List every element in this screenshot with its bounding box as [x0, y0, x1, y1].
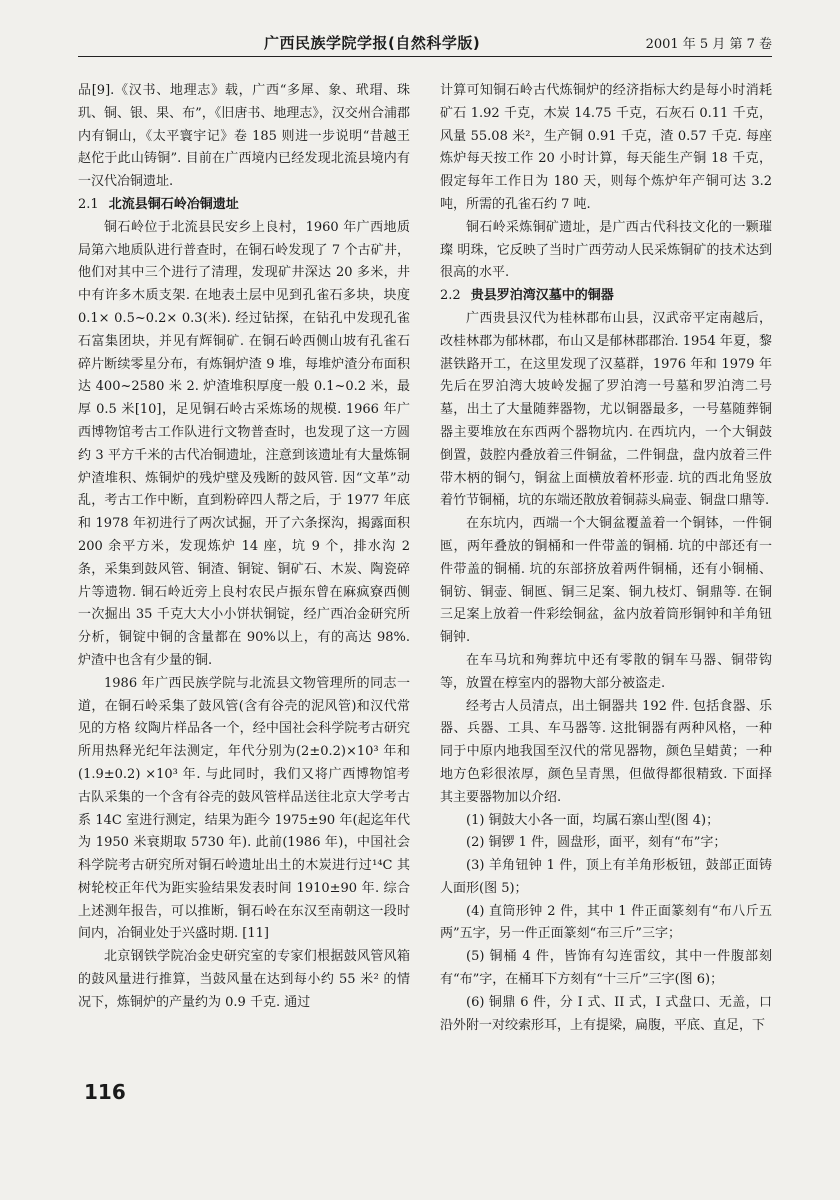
paragraph: 铜石岭采炼铜矿遗址，是广西古代科技文化的一颗璀璨 明珠，它反映了当时广西劳动人民采炼铜矿的技术达到很高的水平.: [440, 219, 772, 281]
paragraph: 北京钢铁学院冶金史研究室的专家们根据鼓风管风箱的鼓风量进行推算，当鼓风量在达到每小约 55 米² 的情况下，炼铜炉的产量约为 0.9 千克. 通过: [78, 949, 410, 1010]
issue-info: 2001 年 5 月 第 7 卷: [645, 37, 772, 52]
paragraph: 在车马坑和殉葬坑中还有零散的铜车马器、铜带钩等，放置在椁室内的器物大部分被盗走.: [440, 652, 772, 691]
paragraph: 1986 年广西民族学院与北流县文物管理所的同志一道，在铜石岭采集了鼓风管(含有谷壳的泥风管)和汉代常见的方格 纹陶片样品各一个，经中国社会科学院考古研究所用热释光纪年法测定，年代分别为(2±0.2)×10³ 年和(1.9±0.2) ×10³ 年. 与此同时，我们又将广西博物馆考古队采集的一个含有谷壳的鼓风管样品送往北京大学考古系 14C 室进行测定，结果为距今 1975±90 年(起迄年代为 1950 米衰期取 5730 年). 此前(1986 年)，中国社会科学院考古研究所对铜石岭遗址出土的木炭进行过¹⁴C 其树轮校正年代为距实验结果发表时间 1910±90 年. 综合上述测年报告，可以推断，铜石岭在东汉至南朝这一段时间内，冶铜业处于兴盛时期. [11]: [78, 675, 410, 942]
list-item: (1) 铜鼓大小各一面，均属石寨山型(图 4)；: [466, 812, 720, 828]
paragraph: 计算可知铜石岭古代炼铜炉的经济指标大约是每小时消耗矿石 1.92 千克，木炭 14.75 千克，石灰石 0.11 千克，风量 55.08 米²，生产铜 0.91 千克，渣 0.57 千克. 每座炼炉每天按工作 20 小时计算，每天能生产铜 18 千克，假定每年工作日为 180 天，则每个炼炉年产铜可达 3.2 吨，所需的孔雀石约 7 吨.: [440, 83, 772, 212]
paragraph: 经考古人员清点，出土铜器共 192 件. 包括食器、乐器、兵器、工具、车马器等. 这批铜器有两种风格，一种同于中原内地我国至汉代的常见器物，颜色呈蜡黄；一种地方色彩很浓厚，颜色呈青黑，但做得都很精致. 下面择其主要器物加以介绍.: [440, 698, 772, 805]
list-item: (3) 羊角钮钟 1 件，顶上有羊角形板钮，鼓部正面铸人面形(图 5)；: [440, 858, 772, 896]
left-column: [78, 80, 410, 1015]
journal-title: 广西民族学院学报(自然科学版): [264, 34, 481, 52]
page-number: 116: [84, 1080, 126, 1104]
list-item: (4) 直筒形钟 2 件，其中 1 件正面篆刻有“布八斤五两”五字，另一件正面篆刻“布三斤”三字；: [440, 903, 772, 942]
paragraph: 品[9].《汉书、地理志》载，广西“多犀、象、玳瑁、珠玑、铜、银、果、布”，《旧唐书、地理志》，汉交州合浦郡内有铜山，《太平寰宇记》卷 185 则进一步说明“昔越王赵佗于此山铸铜”. 目前在广西境内已经发现北流县境内有一汉代冶铜遗址.: [78, 83, 410, 190]
section-title: 北流县铜石岭冶铜遗址: [108, 196, 239, 212]
right-column: [440, 80, 772, 1037]
list-item: (5) 铜桶 4 件，皆饰有勾连雷纹，其中一件腹部刻有“布”字，在桶耳下方刻有“十三斤”三字(图 6)；: [440, 949, 772, 988]
list-item: (6) 铜鼎 6 件，分 I 式、II 式，I 式盘口、无盖，口沿外附一对绞索形耳，上有提梁，扁腹，平底、直足，下: [440, 994, 772, 1033]
section-number: 2.1: [78, 196, 99, 212]
section-heading: [440, 285, 772, 308]
section-number: 2.2: [440, 288, 461, 304]
paragraph: 在东坑内，西端一个大铜盆覆盖着一个铜钵，一件铜匜，两年叠放的铜桶和一件带盖的铜桶. 坑的中部还有一件带盖的铜桶. 坑的东部挤放着两件铜桶，还有小铜桶、铜钫、铜壶、铜匜、铜三足案、铜九枝灯、铜鼎等. 在铜三足案上放着一件彩绘铜盆，盆内放着筒形铜钟和羊角钮铜钟.: [440, 516, 772, 646]
running-header: [78, 30, 772, 57]
paragraph: 广西贵县汉代为桂林郡布山县，汉武帝平定南越后，改桂林郡为郁林郡，布山又是郁林郡郡治. 1954 年夏，黎湛铁路开工，在这里发现了汉墓群，1976 年和 1979 年先后在罗泊湾大坡岭发掘了罗泊湾一号墓和罗泊湾二号墓，出土了大量随葬器物，尤以铜器最多，一号墓随葬铜器主要堆放在东西两个器物坑内. 在西坑内，一个大铜鼓倒置，鼓腔内叠放着三件铜盆，二件铜盘，盘内放着三件带木柄的铜勺，铜盆上面横放着杯形壶. 坑的西北角竖放着竹节铜桶，坑的东端还散放着铜蒜头扁壶、铜盘口鼎等.: [440, 310, 772, 509]
paragraph: 铜石岭位于北流县民安乡上良村，1960 年广西地质局第六地质队进行普查时，在铜石岭发现了 7 个古矿井，他们对其中三个进行了清理，发现矿井深达 20 多米，井中有许多木质支架. 在地表土层中见到孔雀石多块，块度 0.1× 0.5~0.2× 0.3(米). 经过钻探，在钻孔中发现孔雀石富集团块，并见有辉铜矿. 在铜石岭西侧山坡有孔雀石碎片断续零星分布，有炼铜炉渣 9 堆，每堆炉渣分布面积达 400~2580 米 2. 炉渣堆积厚度一般 0.1~0.2 米，最厚 0.5 米[10]，足见铜石岭古采炼场的规模. 1966 年广西博物馆考古工作队进行文物普查时，也发现了这一方圆约 3 平方千米的古代冶铜遗址，注意到该遗址有大量炼铜炉渣堆积、炼铜炉的残炉壁及残断的鼓风管. 因“文革”动乱，考古工作中断，直到粉碎四人帮之后，于 1977 年底和 1978 年初进行了两次试掘，开了六条探沟，揭露面积 200 余平方米，发现炼炉 14 座，坑 9 个，排水沟 2 条，采集到鼓风管、铜渣、铜锭、铜矿石、木炭、陶瓷碎片等遗物. 铜石岭近旁上良村农民卢振东曾在麻疯寮西侧一次掘出 35 千克大大小小饼状铜锭，经广西冶金研究所分析，铜锭中铜的含量都在 90%以上，有的高达 98%. 炉渣中也含有少量的铜.: [78, 219, 410, 668]
list-item: (2) 铜锣 1 件，圆盘形，面平，刻有“布”字；: [466, 835, 727, 851]
section-title: 贵县罗泊湾汉墓中的铜器: [470, 288, 614, 304]
section-heading: [78, 194, 410, 217]
